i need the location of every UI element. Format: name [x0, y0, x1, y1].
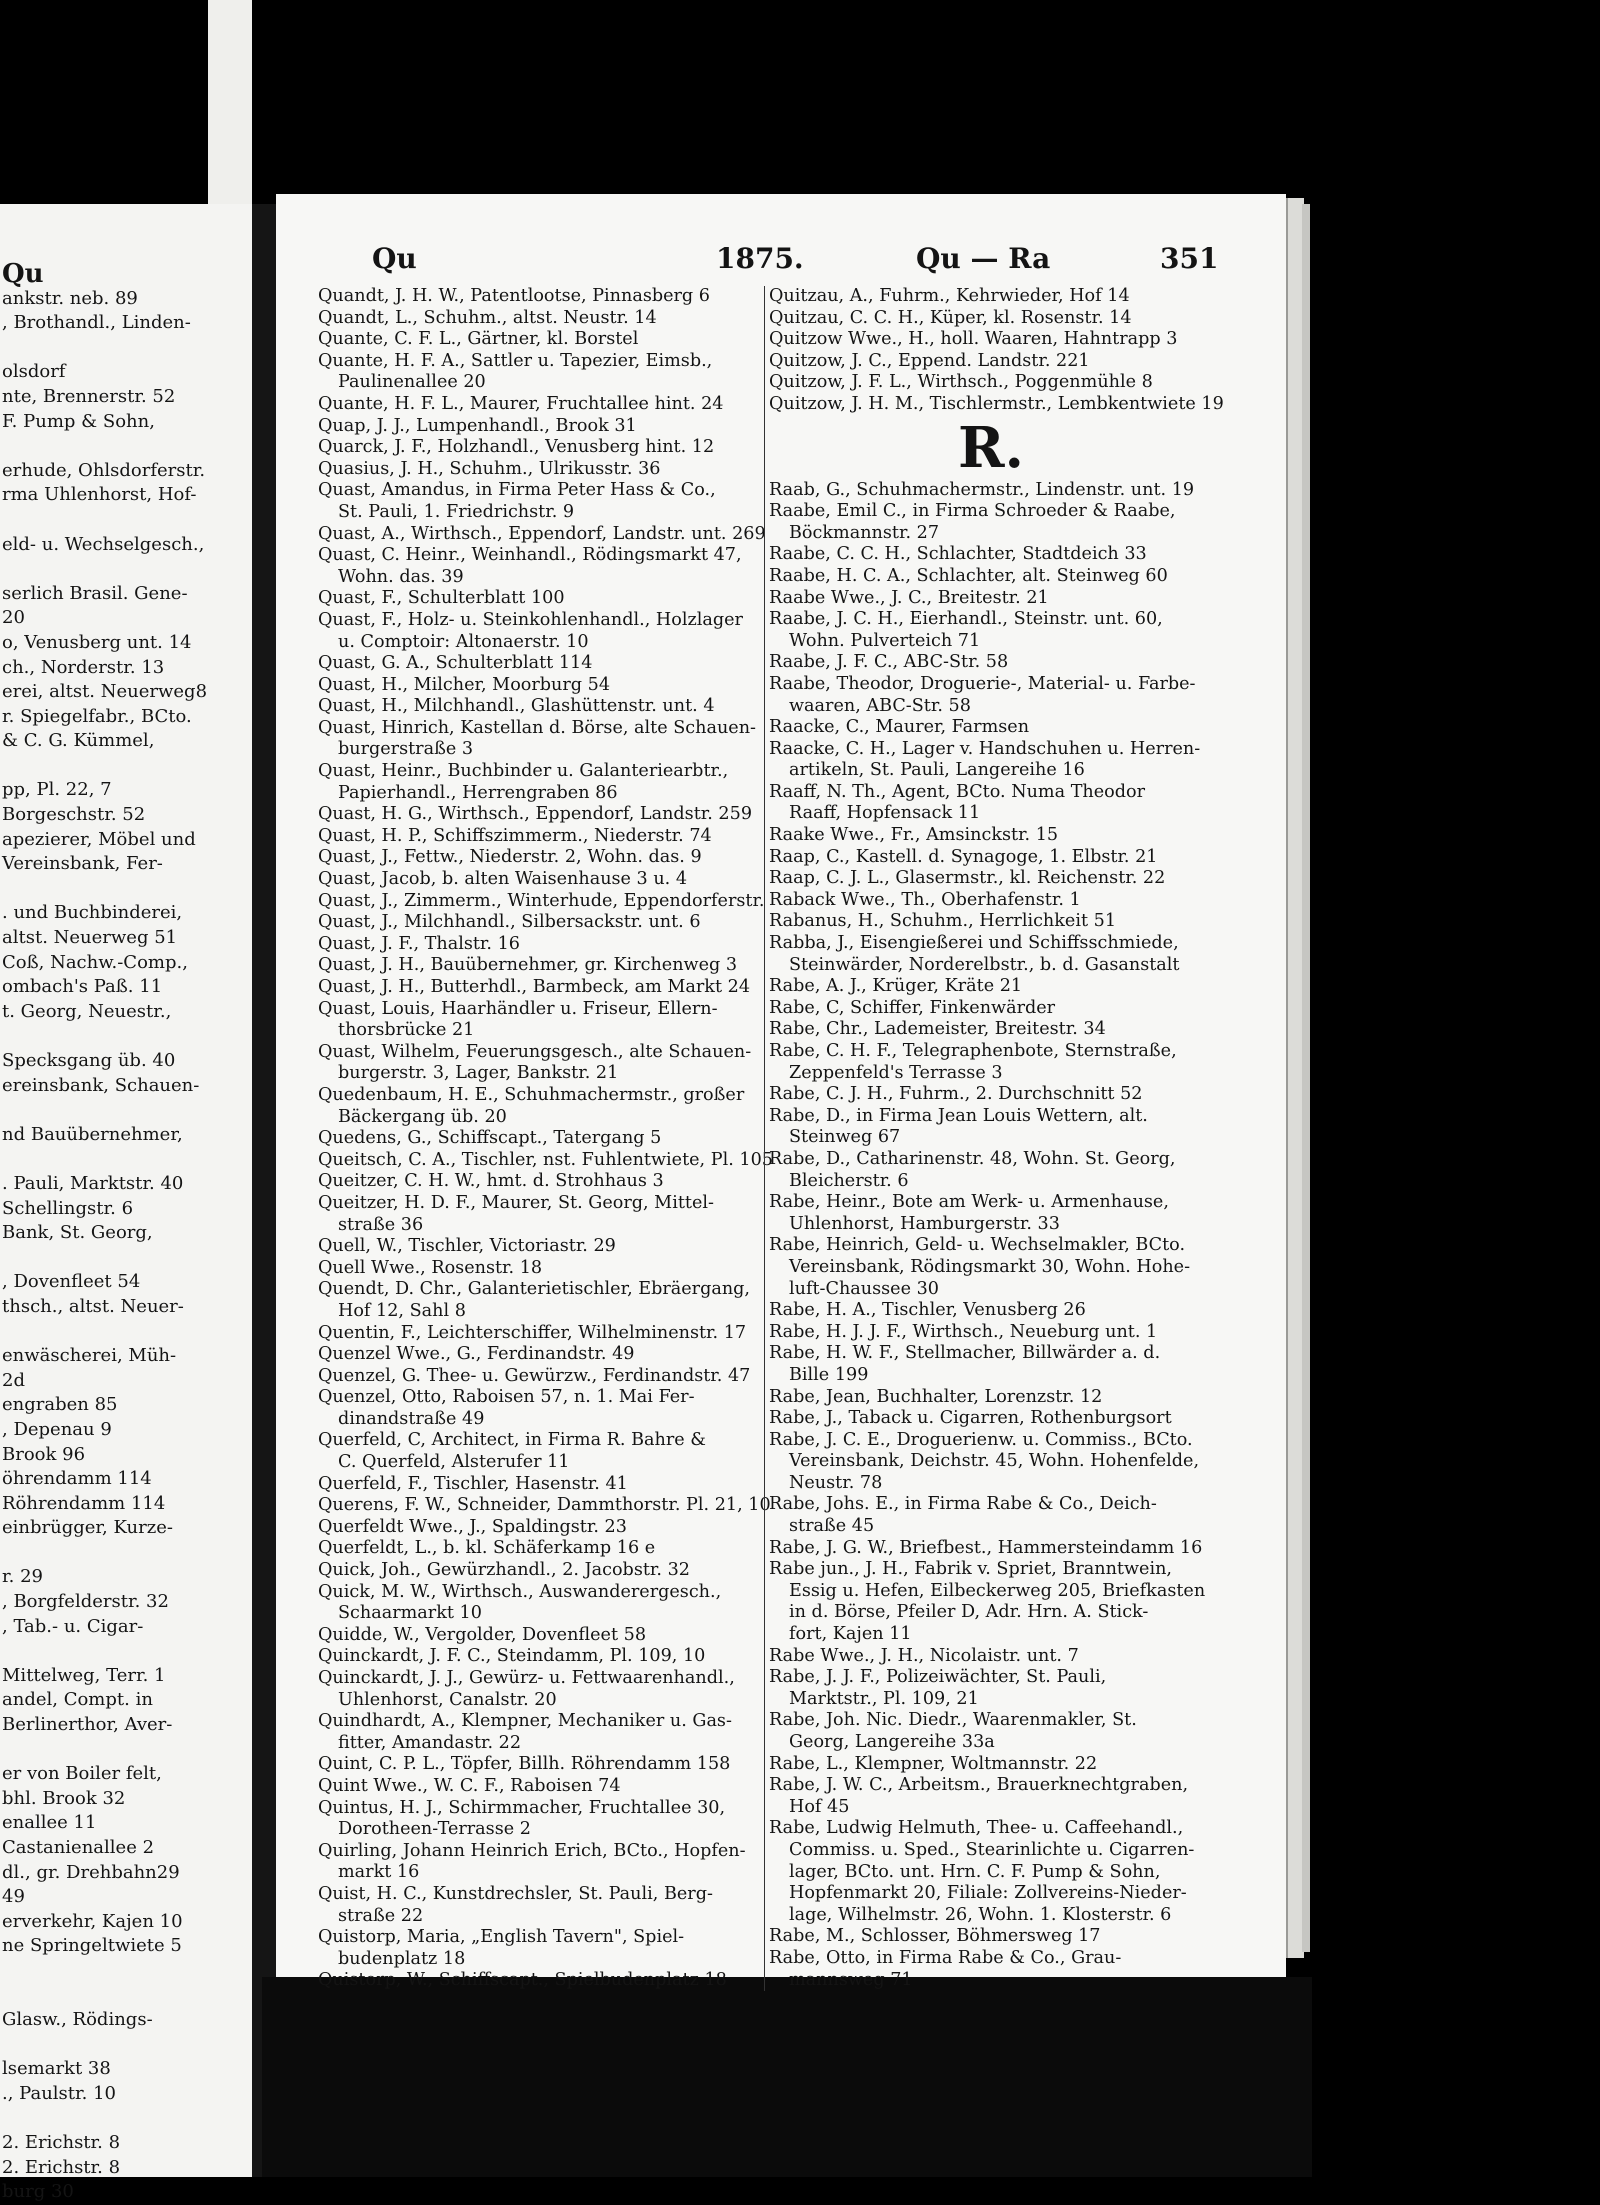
directory-entry-line: Quell, W., Tischler, Victoriastr. 29 — [318, 1236, 616, 1257]
directory-entry-line: in d. Börse, Pfeiler D, Adr. Hrn. A. Stick- — [789, 1602, 1149, 1623]
directory-entry-line: Rabba, J., Eisengießerei und Schiffsschmiede, — [769, 933, 1179, 954]
directory-entry-line: Quendt, D. Chr., Galanterietischler, Ebräergang, — [318, 1279, 751, 1300]
directory-entry-line: Rabe, H. J. J. F., Wirthsch., Neueburg unt. 1 — [769, 1321, 1158, 1342]
directory-entry-line: Quast, H. G., Wirthsch., Eppendorf, Landstr. 259 — [318, 804, 753, 825]
directory-entry-line: Quast, Wilhelm, Feuerungsgesch., alte Schauen- — [318, 1041, 752, 1062]
left-page-line: enwäscherei, Müh- — [2, 1345, 177, 1367]
directory-entry-line: Zeppenfeld's Terrasse 3 — [789, 1062, 1003, 1083]
directory-entry-line: Hof 12, Sahl 8 — [338, 1300, 466, 1321]
left-page-line: erverkehr, Kajen 10 — [2, 1910, 183, 1932]
left-page-line: Coß, Nachw.-Comp., — [2, 951, 188, 973]
directory-entry-line: Quitzow, J. H. M., Tischlermstr., Lembkentwiete 19 — [769, 393, 1224, 414]
directory-entry-line: Rabe, J. J. F., Polizeiwächter, St. Pauli, — [769, 1667, 1107, 1688]
directory-entry-line: Vereinsbank, Deichstr. 45, Wohn. Hohenfelde, — [789, 1451, 1200, 1472]
directory-entry-line: Uhlenhorst, Hamburgerstr. 33 — [789, 1213, 1060, 1234]
left-page-line: Glasw., Rödings- — [2, 2009, 153, 2031]
left-page-line: 2d — [2, 1369, 25, 1391]
directory-entry-line: Raacke, C. H., Lager v. Handschuhen u. Herren- — [769, 738, 1201, 759]
directory-entry-line: Raacke, C., Maurer, Farmsen — [769, 717, 1030, 738]
directory-entry-line: Raab, G., Schuhmachermstr., Lindenstr. unt. 19 — [769, 479, 1195, 500]
left-page-line: & C. G. Kümmel, — [2, 730, 155, 752]
left-page-head: Qu — [2, 259, 44, 289]
left-page-line: enallee 11 — [2, 1812, 97, 1834]
left-page-line: , Dovenfleet 54 — [2, 1271, 141, 1293]
directory-entry-line: artikeln, St. Pauli, Langereihe 16 — [789, 760, 1085, 781]
directory-entry-line: Hof 45 — [789, 1796, 850, 1817]
directory-entry-line: Quint Wwe., W. C. F., Raboisen 74 — [318, 1775, 621, 1796]
directory-entry-line: markt 16 — [338, 1862, 420, 1883]
left-page-line: Borgeschstr. 52 — [2, 804, 146, 826]
directory-entry-line: Queitzer, C. H. W., hmt. d. Strohhaus 3 — [318, 1171, 664, 1192]
directory-entry-line: straße 36 — [338, 1214, 424, 1235]
directory-entry-line: Quinckardt, J. J., Gewürz- u. Fettwaarenhandl., — [318, 1668, 735, 1688]
left-page-line: , Brothandl., Linden- — [2, 312, 191, 334]
entries-r — [769, 480, 1213, 1992]
directory-entry-line: Quenzel, G. Thee- u. Gewürzw., Ferdinandstr. 47 — [318, 1365, 751, 1386]
left-page-line: , Depenau 9 — [2, 1418, 112, 1440]
left-page-line: thsch., altst. Neuer- — [2, 1295, 184, 1317]
directory-entry-line: Hopfenmarkt 20, Filiale: Zollvereins-Nieder- — [789, 1883, 1187, 1904]
directory-entry-line: Commiss. u. Sped., Stearinlichte u. Cigarren- — [789, 1839, 1195, 1860]
left-page-line — [0, 1959, 262, 1984]
running-head — [276, 242, 1286, 282]
directory-entry-line: Quick, Joh., Gewürzhandl., 2. Jacobstr. 32 — [318, 1560, 690, 1581]
directory-entry-line: Querfeld, F., Tischler, Hasenstr. 41 — [318, 1473, 628, 1494]
directory-entry-line: Querfeldt Wwe., J., Spaldingstr. 23 — [318, 1516, 627, 1537]
header-left-label: Qu — [372, 242, 417, 275]
left-page-line — [0, 877, 262, 902]
directory-entry-line: Raabe, J. F. C., ABC-Str. 58 — [769, 652, 1009, 673]
left-page-line: apezierer, Möbel und — [2, 828, 196, 850]
directory-entry-line: Böckmannstr. 27 — [789, 522, 940, 543]
left-page-line: serlich Brasil. Gene- — [2, 582, 188, 604]
left-page-line: t. Georg, Neuestr., — [2, 1000, 172, 1022]
directory-entry-line: mannsweg 71 — [789, 1969, 913, 1990]
directory-entry-line: Wohn. Pulverteich 71 — [789, 630, 981, 651]
left-page-line: andel, Compt. in — [2, 1689, 153, 1711]
directory-entry-line: Georg, Langereihe 33a — [789, 1732, 995, 1752]
directory-entry-line: Quirling, Johann Heinrich Erich, BCto., Hopfen- — [318, 1840, 746, 1861]
directory-entry-line: Quast, H., Milcher, Moorburg 54 — [318, 674, 611, 695]
directory-entry-line: Quitzau, C. C. H., Küper, kl. Rosenstr. 14 — [769, 307, 1132, 328]
directory-entry-line: Raap, C., Kastell. d. Synagoge, 1. Elbstr. 21 — [769, 846, 1158, 867]
directory-entry-line: Rabe, J. W. C., Arbeitsm., Brauerknechtgraben, — [769, 1775, 1189, 1796]
directory-entry-line: Steinwärder, Norderelbstr., b. d. Gasanstalt — [789, 954, 1180, 975]
section-letter-r: R. — [957, 414, 1025, 481]
directory-entry-line: Wohn. das. 39 — [338, 566, 464, 587]
directory-entry-line: Quast, F., Holz- u. Steinkohlenhandl., Holzlager — [318, 609, 743, 630]
directory-entry-line: Quast, G. A., Schulterblatt 114 — [318, 653, 593, 674]
left-page-line: Specksgang üb. 40 — [2, 1050, 176, 1071]
directory-entry-line: burgerstr. 3, Lager, Bankstr. 21 — [338, 1063, 619, 1084]
directory-entry-line: Vereinsbank, Rödingsmarkt 30, Wohn. Hohe- — [789, 1256, 1191, 1277]
directory-entry-line: Raabe, C. C. H., Schlachter, Stadtdeich 33 — [769, 544, 1147, 565]
left-page-line: r. Spiegelfabr., BCto. — [2, 705, 192, 727]
directory-entry-line: Raaff, N. Th., Agent, BCto. Numa Theodor — [769, 781, 1146, 802]
directory-entry-line: Quinckardt, J. F. C., Steindamm, Pl. 109, 10 — [318, 1646, 706, 1667]
left-page-line: Castanienallee 2 — [2, 1837, 155, 1858]
left-page-line — [0, 336, 262, 361]
directory-entry-line: Rabe, Ludwig Helmuth, Thee- u. Caffeehandl., — [769, 1818, 1184, 1839]
directory-entry-line: Quedens, G., Schiffscapt., Tatergang 5 — [318, 1128, 662, 1149]
directory-entry-line: Quast, J., Fettw., Niederstr. 2, Wohn. das. 9 — [318, 847, 702, 868]
directory-entry-line: Raback Wwe., Th., Oberhafenstr. 1 — [769, 889, 1081, 910]
left-page-line — [0, 2033, 262, 2058]
left-page-line — [0, 508, 262, 533]
directory-entry-line: Quidde, W., Vergolder, Dovenfleet 58 — [318, 1624, 647, 1645]
left-page-line: 20 — [2, 607, 25, 629]
left-page-line: pp, Pl. 22, 7 — [2, 779, 112, 801]
left-page-line — [0, 1024, 262, 1049]
left-page-line — [0, 1320, 262, 1345]
directory-entry-line: Quintus, H. J., Schirmmacher, Fruchtallee 30, — [318, 1797, 726, 1818]
directory-entry-line: Quitzow, J. F. L., Wirthsch., Poggenmühle 8 — [769, 372, 1153, 393]
left-page-line — [0, 557, 262, 582]
directory-entry-line: Queitsch, C. A., Tischler, nst. Fuhlentwiete, Pl. 105 — [318, 1149, 773, 1170]
directory-entry-line: Quick, M. W., Wirthsch., Auswanderergesch., — [318, 1581, 722, 1602]
left-page-line: F. Pump & Sohn, — [2, 410, 155, 432]
directory-entry-line: Quedenbaum, H. E., Schuhmachermstr., großer — [318, 1084, 745, 1105]
left-page — [0, 204, 262, 2203]
left-page-line: nte, Brennerstr. 52 — [2, 385, 176, 407]
left-page-line: Berlinerthor, Aver- — [2, 1714, 173, 1736]
directory-entry-line: Quitzow Wwe., H., holl. Waaren, Hahntrapp 3 — [769, 329, 1178, 350]
left-page-line: dl., gr. Drehbahn29 — [2, 1861, 180, 1883]
left-page-line — [0, 1147, 262, 1172]
directory-entry-line: Schaarmarkt 10 — [338, 1603, 482, 1624]
directory-entry-line: burgerstraße 3 — [338, 739, 474, 760]
directory-entry-line: C. Querfeld, Alsterufer 11 — [338, 1452, 570, 1473]
left-page-line: Brook 96 — [2, 1443, 86, 1465]
left-page-line: Mittelweg, Terr. 1 — [2, 1664, 166, 1686]
directory-entry-line: Quint, C. P. L., Töpfer, Billh. Röhrendamm 158 — [318, 1754, 731, 1775]
left-page-line: erei, altst. Neuerweg8 — [2, 681, 208, 703]
directory-entry-line: lage, Wilhelmstr. 26, Wohn. 1. Klosterstr. 6 — [789, 1904, 1172, 1925]
left-page-line: öhrendamm 114 — [2, 1468, 152, 1490]
left-page-line: altst. Neuerweg 51 — [2, 927, 178, 949]
directory-entry-line: Rabe, H. W. F., Stellmacher, Billwärder a. d. — [769, 1343, 1161, 1364]
directory-entry-line: Rabe, Otto, in Firma Rabe & Co., Grau- — [769, 1947, 1122, 1968]
directory-entry-line: Essig u. Hefen, Eilbeckerweg 205, Briefkasten — [789, 1580, 1206, 1601]
directory-entry-line: Quenzel, Otto, Raboisen 57, n. 1. Mai Fer- — [318, 1387, 695, 1408]
directory-entry-line: Bäckergang üb. 20 — [338, 1106, 507, 1127]
directory-entry-line: Raake Wwe., Fr., Amsinckstr. 15 — [769, 825, 1059, 846]
directory-entry-line: Quast, H. P., Schiffszimmerm., Niederstr. 74 — [318, 825, 712, 846]
directory-entry-line: Quast, Louis, Haarhändler u. Friseur, Ellern- — [318, 998, 718, 1019]
directory-entry-line: Quistorp, W., Schiffscapt., Spielbudenplatz 18 — [318, 1970, 727, 1991]
directory-entry-line: Quante, C. F. L., Gärtner, kl. Borstel — [318, 329, 639, 350]
directory-entry-line: Quitzow, J. C., Eppend. Landstr. 221 — [769, 350, 1090, 371]
directory-entry-line: Raabe, H. C. A., Schlachter, alt. Steinweg 60 — [769, 565, 1168, 586]
left-page-line: ankstr. neb. 89 — [2, 287, 138, 309]
directory-entry-line: thorsbrücke 21 — [338, 1020, 475, 1041]
directory-entry-line: Rabe, Johs. E., in Firma Rabe & Co., Deich- — [769, 1494, 1157, 1515]
directory-entry-line: Quasius, J. H., Schuhm., Ulrikusstr. 36 — [318, 458, 661, 479]
directory-entry-line: Quante, H. F. L., Maurer, Fruchtallee hint. 24 — [318, 393, 724, 414]
left-page-line: bhl. Brook 32 — [2, 1787, 126, 1809]
directory-entry-line: Papierhandl., Herrengraben 86 — [338, 782, 618, 803]
left-page-line: o, Venusberg unt. 14 — [2, 631, 192, 653]
page-edge-inner — [1302, 204, 1310, 1952]
directory-entry-line: Quenzel Wwe., G., Ferdinandstr. 49 — [318, 1344, 635, 1365]
left-page-line: erhude, Ohlsdorferstr. — [2, 459, 206, 481]
left-page-line: , Tab.- u. Cigar- — [2, 1615, 144, 1637]
directory-entry-line: Rabe, C, Schiffer, Finkenwärder — [769, 997, 1056, 1018]
directory-entry-line: Rabe Wwe., J. H., Nicolaistr. unt. 7 — [769, 1645, 1079, 1666]
directory-entry-line: Quell Wwe., Rosenstr. 18 — [318, 1257, 543, 1278]
left-page-line: ne Springeltwiete 5 — [2, 1935, 182, 1957]
directory-entry-line: Steinweg 67 — [789, 1127, 901, 1148]
left-page-line: , Borgfelderstr. 32 — [2, 1591, 169, 1613]
left-page-line: engraben 85 — [2, 1394, 118, 1416]
directory-column-right — [764, 286, 1224, 1991]
directory-entry-line: Quarck, J. F., Holzhandl., Venusberg hint. 12 — [318, 437, 715, 458]
left-page-line: burg 30 — [2, 2181, 74, 2203]
directory-entry-line: Rabe, D., Catharinenstr. 48, Wohn. St. Georg, — [769, 1148, 1176, 1169]
directory-entry-line: Quast, H., Milchhandl., Glashüttenstr. unt. 4 — [318, 696, 715, 717]
left-page-line: rma Uhlenhorst, Hof- — [2, 484, 197, 506]
directory-entry-line: Rabe, Chr., Lademeister, Breitestr. 34 — [769, 1019, 1106, 1040]
left-page-line: eld- u. Wechselgesch., — [2, 533, 205, 555]
directory-entry-line: waaren, ABC-Str. 58 — [789, 695, 971, 716]
directory-entry-line: Quandt, J. H. W., Patentlootse, Pinnasberg 6 — [318, 286, 710, 306]
directory-entry-line: Rabe, A. J., Krüger, Kräte 21 — [769, 976, 1023, 997]
directory-entry-line: Quast, Amandus, in Firma Peter Hass & Co., — [318, 480, 716, 501]
header-page-number: 351 — [1160, 242, 1219, 275]
left-page-line — [0, 1984, 262, 2009]
directory-entry-line: Rabanus, H., Schuhm., Herrlichkeit 51 — [769, 911, 1117, 932]
left-page-line — [0, 1639, 262, 1664]
left-page-line: ch., Norderstr. 13 — [2, 656, 165, 678]
left-page-line: Schellingstr. 6 — [2, 1197, 134, 1219]
directory-entry-line: Rabe, J. C. E., Droguerienw. u. Commiss., BCto. — [769, 1429, 1193, 1450]
left-page-line — [0, 1246, 262, 1271]
binding-strip — [208, 0, 252, 204]
directory-entry-line: Quentin, F., Leichterschiffer, Wilhelminenstr. 17 — [318, 1322, 747, 1343]
directory-entry-line: budenplatz 18 — [338, 1948, 466, 1969]
directory-entry-line: Rabe, J. G. W., Briefbest., Hammersteindamm 16 — [769, 1537, 1203, 1558]
directory-entry-line: u. Comptoir: Altonaerstr. 10 — [338, 631, 589, 652]
left-page-line: er von Boiler felt, — [2, 1763, 162, 1785]
directory-entry-line: Quast, J., Milchhandl., Silbersackstr. unt. 6 — [318, 912, 701, 933]
book-gutter — [252, 204, 276, 2177]
directory-entry-line: Quast, Jacob, b. alten Waisenhause 3 u. 4 — [318, 869, 688, 890]
left-page-line: ereinsbank, Schauen- — [2, 1074, 200, 1096]
directory-entry-line: Quast, J. H., Bauübernehmer, gr. Kirchenweg 3 — [318, 955, 738, 976]
left-page-line: lsemarkt 38 — [2, 2058, 111, 2080]
directory-entry-line: St. Pauli, 1. Friedrichstr. 9 — [338, 501, 575, 522]
directory-entry-line: Raabe Wwe., J. C., Breitestr. 21 — [769, 587, 1049, 608]
left-page-line: einbrügger, Kurze- — [2, 1517, 173, 1539]
left-page-line — [0, 1098, 262, 1123]
directory-entry-line: Quandt, L., Schuhm., altst. Neustr. 14 — [318, 307, 657, 328]
directory-entry-line: Raabe, Theodor, Droguerie-, Material- u. Farbe- — [769, 673, 1196, 694]
directory-entry-line: Queitzer, H. D. F., Maurer, St. Georg, Mittel- — [318, 1192, 714, 1213]
directory-entry-line: Rabe, L., Klempner, Woltmannstr. 22 — [769, 1753, 1098, 1774]
directory-entry-line: Bleicherstr. 6 — [789, 1170, 909, 1191]
directory-entry-line: Rabe, Jean, Buchhalter, Lorenzstr. 12 — [769, 1386, 1103, 1407]
directory-entry-line: dinandstraße 49 — [338, 1408, 485, 1429]
left-page-line — [0, 754, 262, 779]
left-page-line: olsdorf — [2, 361, 66, 383]
directory-entry-line: Rabe, J., Taback u. Cigarren, Rothenburgsort — [769, 1408, 1172, 1429]
left-page-line: Röhrendamm 114 — [2, 1492, 166, 1514]
directory-entry-line: Rabe, C. J. H., Fuhrm., 2. Durchschnitt 52 — [769, 1084, 1143, 1105]
directory-entry-line: Rabe, Joh. Nic. Diedr., Waarenmakler, St. — [769, 1710, 1137, 1731]
left-page-line: r. 29 — [2, 1566, 43, 1588]
directory-entry-line: luft-Chaussee 30 — [789, 1278, 939, 1299]
left-page-line: nd Bauübernehmer, — [2, 1123, 183, 1145]
directory-entry-line: lager, BCto. unt. Hrn. C. F. Pump & Sohn, — [789, 1861, 1161, 1882]
left-page-line: . und Buchbinderei, — [2, 902, 183, 924]
directory-entry-line: Raaff, Hopfensack 11 — [789, 803, 981, 824]
directory-entry-line: Querens, F. W., Schneider, Dammthorstr. Pl. 21, 10 — [318, 1495, 771, 1516]
directory-entry-line: Quante, H. F. A., Sattler u. Tapezier, Eimsb., — [318, 350, 713, 371]
bottom-shadow — [262, 1977, 1312, 2177]
directory-entry-line: Raabe, Emil C., in Firma Schroeder & Raabe, — [769, 501, 1176, 522]
directory-entry-line: Quast, J., Zimmerm., Winterhude, Eppendorferstr. — [318, 890, 765, 911]
left-page-line: 2. Erichstr. 8 — [2, 2132, 121, 2154]
entries-qu-continued — [769, 286, 1224, 416]
left-page-line — [0, 2107, 262, 2132]
directory-entry-line: Neustr. 78 — [789, 1472, 883, 1493]
header-year: 1875. — [716, 242, 804, 275]
left-page-line — [0, 1541, 262, 1566]
left-page-line: ombach's Paß. 11 — [2, 976, 163, 998]
left-page-column — [0, 259, 262, 2205]
directory-entry-line: Dorotheen-Terrasse 2 — [338, 1819, 531, 1840]
directory-entry-line: Paulinenallee 20 — [338, 372, 486, 393]
directory-entry-line: Quast, J. F., Thalstr. 16 — [318, 933, 520, 954]
directory-entry-line: Quap, J. J., Lumpenhandl., Brook 31 — [318, 415, 637, 436]
directory-entry-line: Raap, C. J. L., Glasermstr., kl. Reichenstr. 22 — [769, 868, 1166, 889]
directory-entry-line: Quast, F., Schulterblatt 100 — [318, 588, 565, 609]
directory-entry-line: Quast, A., Wirthsch., Eppendorf, Landstr. unt. 269 — [318, 523, 766, 544]
directory-entry-line: Quast, Hinrich, Kastellan d. Börse, alte Schauen- — [318, 717, 756, 738]
directory-entry-line: Quast, C. Heinr., Weinhandl., Rödingsmarkt 47, — [318, 545, 742, 566]
directory-column-left — [318, 286, 773, 1992]
directory-entry-line: Bille 199 — [789, 1364, 869, 1385]
left-page-line — [0, 1738, 262, 1763]
directory-entry-line: Rabe, H. A., Tischler, Venusberg 26 — [769, 1300, 1086, 1321]
directory-entry-line: Rabe, M., Schlosser, Böhmersweg 17 — [769, 1926, 1101, 1947]
directory-entry-line: Marktstr., Pl. 109, 21 — [789, 1688, 979, 1709]
directory-entry-line: Uhlenhorst, Canalstr. 20 — [338, 1689, 557, 1710]
left-page-line: 49 — [2, 1886, 25, 1908]
directory-entry-line: Rabe jun., J. H., Fabrik v. Spriet, Branntwein, — [769, 1559, 1172, 1580]
directory-entry-line: Quist, H. C., Kunstdrechsler, St. Pauli, Berg- — [318, 1883, 713, 1904]
directory-entry-line: Rabe, D., in Firma Jean Louis Wettern, alt. — [769, 1105, 1148, 1126]
directory-entry-line: fort, Kajen 11 — [789, 1624, 912, 1645]
directory-entry-line: Rabe, C. H. F., Telegraphenbote, Sternstraße, — [769, 1041, 1177, 1061]
directory-entry-line: Raabe, J. C. H., Eierhandl., Steinstr. unt. 60, — [769, 609, 1163, 630]
left-page-line: Vereinsbank, Fer- — [2, 853, 163, 875]
directory-entry-line: straße 45 — [789, 1516, 875, 1537]
directory-entry-line: Quast, Heinr., Buchbinder u. Galanteriearbtr., — [318, 761, 729, 782]
directory-entry-line: Rabe, Heinr., Bote am Werk- u. Armenhause, — [769, 1192, 1169, 1213]
directory-entry-line: Querfeldt, L., b. kl. Schäferkamp 16 e — [318, 1538, 656, 1559]
left-page-line: Bank, St. Georg, — [2, 1222, 153, 1244]
directory-entry-line: Quindhardt, A., Klempner, Mechaniker u. Gas- — [318, 1711, 732, 1732]
directory-entry-line: Querfeld, C, Architect, in Firma R. Bahre & — [318, 1430, 706, 1451]
left-page-line: . Pauli, Marktstr. 40 — [2, 1172, 184, 1194]
left-page-line: ., Paulstr. 10 — [2, 2082, 116, 2104]
left-page-line: 2. Erichstr. 8 — [2, 2156, 121, 2178]
left-page-line — [0, 434, 262, 459]
directory-entry-line: Quitzau, A., Fuhrm., Kehrwieder, Hof 14 — [769, 286, 1130, 306]
directory-entry-line: fitter, Amandastr. 22 — [338, 1732, 522, 1753]
directory-entry-line: Rabe, Heinrich, Geld- u. Wechselmakler, BCto. — [769, 1235, 1186, 1256]
directory-entry-line: Quast, J. H., Butterhdl., Barmbeck, am Markt 24 — [318, 977, 751, 997]
directory-entry-line: Quistorp, Maria, „English Tavern", Spiel- — [318, 1927, 685, 1948]
directory-entry-line: straße 22 — [338, 1905, 424, 1926]
header-range: Qu — Ra — [916, 242, 1051, 275]
